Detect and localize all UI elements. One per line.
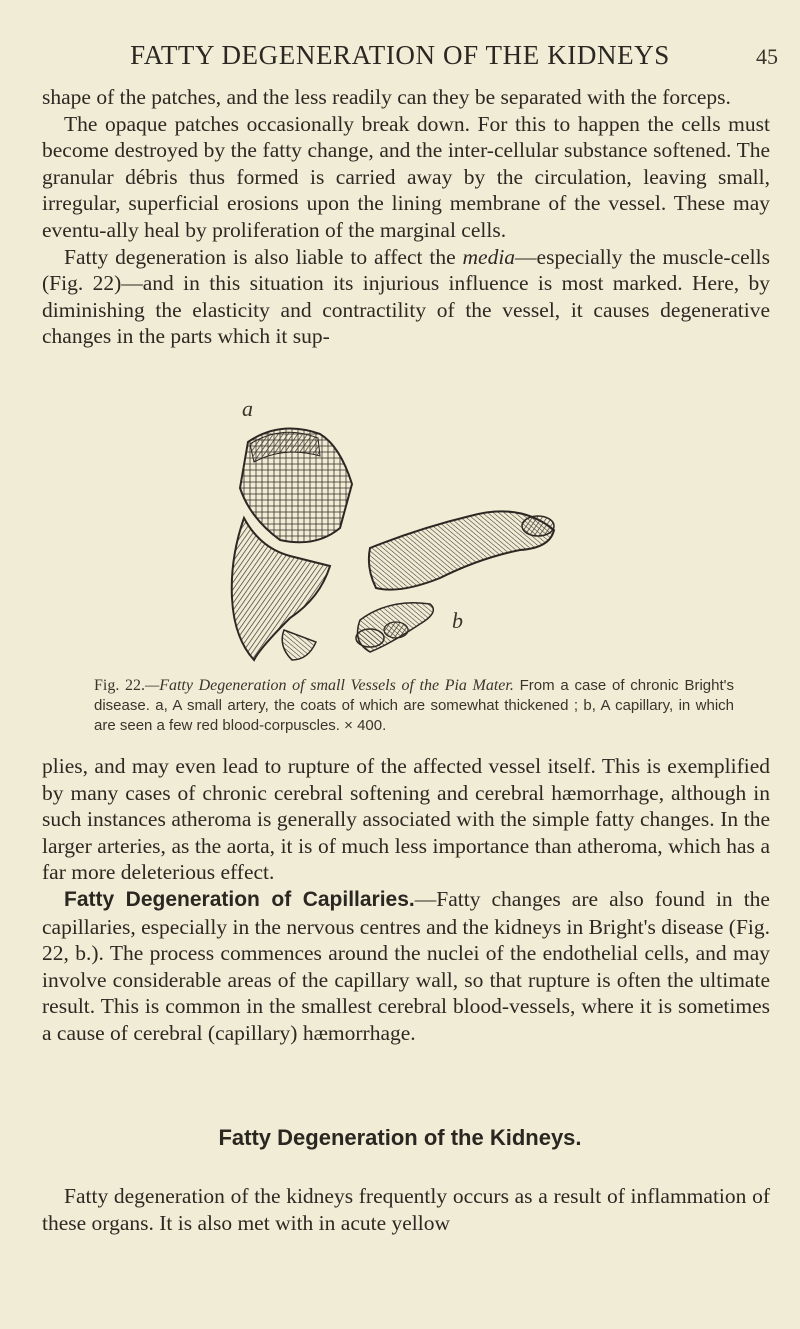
running-head [0, 40, 800, 74]
capillary-open-end [522, 516, 554, 536]
paragraph: shape of the patches, and the less readily can they be separated with the forceps. [42, 85, 731, 109]
paragraph: plies, and may even lead to rupture of the affected vessel itself. This is exemplified by many cases of chronic cerebral softening and cerebral hæmorrhage, although in such instances atheroma is generally associated with the simple fatty changes. In the larger arteries, as the aorta, it is of much less importance than atheroma, which has a far more deleterious effect. [42, 754, 770, 885]
figure-label-b: b [452, 608, 463, 633]
run-in-heading: Fatty Degeneration of Capillaries. [64, 887, 415, 911]
text-run: —Fatty changes are also found in the capillaries, especially in the nervous centres and the kidneys in Bright's disease (Fig. 22, b.). The process commences around the nuclei of the endothelial cells, and may involve considerable areas of the capillary wall, so that rupture is often the ultimate result. This is common in the smallest cerebral blood-vessels, where it is sometimes a cause of cerebral (capillary) hæmorrhage. [42, 886, 770, 1045]
paragraph: The opaque patches occasionally break down. For this to happen the cells must become destroyed by the fatty change, and the inter-cellular substance softened. The granular débris thus formed is carried away by the circulation, leaving small, irregular, superficial erosions upon the lining membrane of the vessel. These may eventu-ally heal by proliferation of the marginal cells. [42, 111, 770, 242]
figure-caption [94, 676, 734, 736]
text-run: Fatty degeneration is also liable to affect the [64, 244, 463, 269]
caption-title: —Fatty Degeneration of small Vessels of the Pia Mater. [144, 677, 514, 694]
paragraph [42, 244, 770, 350]
text-block-middle [42, 753, 770, 1047]
text-block-top [42, 84, 770, 350]
running-title: FATTY DEGENERATION OF THE KIDNEYS [130, 40, 670, 70]
text-run: —especially the muscle-cells (Fig. 22)—and in this situation its injurious influence is most marked. Here, by diminishing the elasticity and contractility of the vessel, it causes degenerative changes in the parts which it sup- [42, 244, 770, 349]
figure-label-a: a [242, 398, 253, 421]
page-number: 45 [756, 44, 778, 69]
paragraph [42, 886, 770, 1047]
artery-cut-end [282, 630, 316, 660]
vessel-engraving [220, 398, 580, 670]
capillary-branch [358, 603, 434, 652]
paragraph: Fatty degeneration of the kidneys frequently occurs as a result of inflammation of these organs. It is also met with in acute yellow [42, 1184, 770, 1235]
section-heading: Fatty Degeneration of the Kidneys. [218, 1125, 582, 1150]
caption-figure-number: Fig. 22. [94, 677, 145, 694]
italic-term: media [462, 244, 516, 269]
text-block-bottom [42, 1183, 770, 1236]
caption-text: From a case of chronic Bright's disease. a, A small artery, the coats of which are somewhat thickened ; b, A capillary, in which are seen a few red blood-corpuscles. × 400. [94, 677, 734, 734]
figure-illustration [220, 398, 580, 670]
